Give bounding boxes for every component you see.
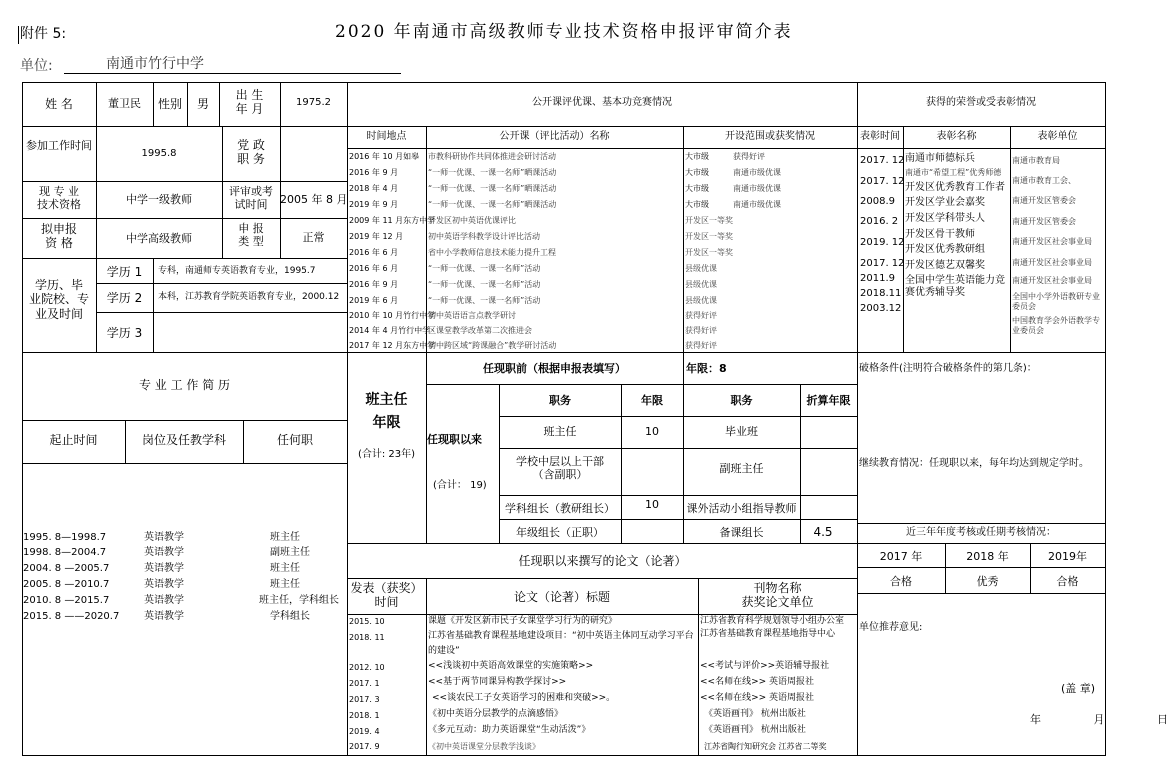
text-cursor [18,26,19,44]
honor-name: 南通市师德标兵 [905,153,975,164]
papers-col-title: 论文（论著）标题 [513,590,610,604]
name-label: 姓 名 [45,97,73,111]
class-teacher-title: 班主任 [365,392,408,408]
apply-type-label: 申 报 类 型 [238,222,264,249]
assessment-year: 2017 年 [879,550,923,563]
birth-value: 1975.2 [296,97,331,108]
work-start-label: 参加工作时间 [26,139,92,152]
honor-unit: 南通开发区管委会 [1012,217,1076,226]
paper-journal: 江苏省基础教育课程基地指导中心 [700,629,836,639]
col-post2: 职务 [730,394,753,407]
oc-name: 开发区初中英语优课评比 [428,216,516,225]
history-subject: 英语教学 [144,532,184,543]
history-period: 2004. 8 —2005.7 [23,563,110,574]
post-row: 学校中层以上干部 （含副职） [516,455,604,482]
oc-result: 南通市级优课 [733,200,781,209]
col-discount: 折算年限 [806,394,851,407]
honor-time: 2018.11 [860,288,902,299]
paper-time: 2015. 10 [349,617,385,626]
history-subject: 英语教学 [144,579,184,590]
gender-label: 性别 [157,97,182,111]
post-row-years: 10 [645,425,659,438]
edu-2-value: 本科，江苏教育学院英语教育专业，2000.12 [158,292,340,302]
unit-underline [64,73,401,74]
gender-value: 男 [196,97,209,111]
oc-scope: 大市级 [685,168,709,177]
papers-title: 任现职以来撰写的论文（论著） [518,554,687,568]
assessment-result: 优秀 [976,575,999,588]
attachment-label: 附件 5: [20,26,67,42]
paper-time: 2018. 1 [349,711,380,720]
post-row: 班主任 [543,425,577,438]
date-label: 年 月 日 [1030,713,1168,726]
honors-title: 获得的荣誉或受表彰情况 [926,97,1036,108]
post-row: 年级组长（正职） [516,526,604,539]
apply-type-value: 正常 [302,231,325,244]
history-role: 副班主任 [270,547,310,558]
honor-name: 全国中学生英语能力竞赛优秀辅导奖 [905,275,1005,298]
honor-unit: 南通开发区社会事业局 [1012,258,1092,267]
oc-scope: 开发区一等奖 [685,216,733,225]
review-time-label: 评审或考 试时间 [229,185,273,212]
col-years: 年限 [641,394,663,407]
oc-scope: 获得好评 [685,311,717,320]
unit-value: 南通市竹行中学 [106,56,204,72]
paper-title: 《初中英语分层教学的点滴感悟》 [428,709,564,719]
history-subject: 英语教学 [144,563,184,574]
oc-result: 获得好评 [733,152,765,161]
assessment-result: 合格 [890,575,912,588]
oc-name: 区课堂教学改革第二次推进会 [428,326,532,335]
paper-journal: <<名师在线>> 英语周报社 [700,693,815,703]
history-role: 班主任 [270,579,300,590]
oc-time: 2016 年 6 月 [349,248,399,257]
post2-row: 副班主任 [719,462,764,475]
continuing-edu-label: 继续教育情况：任现职以来，每年均达到规定学时。 [859,458,1089,469]
proposed-title-value: 中学高级教师 [126,232,192,245]
post-row: 学科组长（教研组长） [505,502,615,515]
oc-scope: 获得好评 [685,326,717,335]
history-col-start: 起止时间 [49,433,98,447]
honor-unit: 南通市教育局 [1012,156,1060,165]
edu-1-label: 学历 1 [106,265,143,279]
post2-row-discount: 4.5 [813,525,833,539]
before-post-label: 任现职前（根据申报表填写） [483,362,626,375]
honor-unit: 南通开发区社会事业局 [1012,276,1092,285]
assessment-result: 合格 [1056,575,1079,588]
open-class-col-scope: 开设范围或获奖情况 [725,131,815,142]
open-class-title: 公开课评优课、基本功竞赛情况 [532,97,672,108]
paper-title: <<浅谈初中英语高效课堂的实施策略>> [428,661,594,671]
history-role: 班主任，学科组长 [259,595,339,606]
oc-name: “一师一优课、一课一名师”活动 [428,296,541,305]
oc-name: 初中英语语言点教学研讨 [428,311,516,320]
honor-name: 南通市“希望工程”优秀师德 [905,168,1002,177]
paper-time: 2017. 9 [349,742,380,751]
oc-name: “一师一优课、一课一名师”晒课活动 [428,200,557,209]
birth-label: 出 生 年 月 [235,88,264,117]
oc-result: 南通市级优课 [733,184,781,193]
honor-name: 开发区骨干教师 [905,229,975,240]
recommend-label: 单位推荐意见: [859,622,923,633]
honor-unit: 南通开发区社会事业局 [1012,237,1092,246]
paper-journal: <<考试与评价>>英语辅导报社 [700,661,830,671]
edu-3-label: 学历 3 [106,326,143,340]
oc-time: 2019 年 6 月 [349,296,399,305]
oc-time: 2010 年 10 月竹行中学 [349,311,436,320]
assessment-label: 近三年年度考核或任期考核情况： [906,527,1056,538]
review-time-value: 2005 年 8 月 [280,193,348,206]
oc-name: 省中小学教师信息技术能力提升工程 [428,248,556,257]
oc-scope: 开发区一等奖 [685,232,733,241]
edu-2-label: 学历 2 [106,291,143,305]
honor-time: 2016. 2 [860,216,899,227]
oc-time: 2019 年 9 月 [349,200,399,209]
history-role: 班主任 [270,563,300,574]
since-post-total: (合计： 19) [433,480,487,491]
honor-name: 开发区优秀教育工作者 [905,182,1005,193]
oc-scope: 开发区一等奖 [685,248,733,257]
post2-row: 备课组长 [719,526,764,539]
history-subject: 英语教学 [144,595,184,606]
honor-time: 2008.9 [860,196,895,207]
oc-time: 2016 年 9 月 [349,280,399,289]
oc-time: 2019 年 12 月 [349,232,404,241]
oc-scope: 大市级 [685,200,709,209]
history-subject: 英语教学 [144,547,184,558]
oc-scope: 获得好评 [685,341,717,350]
oc-time: 2016 年 6 月 [349,264,399,273]
oc-name: 初中跨区域“跨课融合”教学研讨活动 [428,341,557,350]
honor-name: 开发区学科带头人 [905,213,985,224]
history-title: 专 业 工 作 简 历 [138,378,231,392]
stamp-label: (盖 章) [1061,682,1096,695]
exception-label: 破格条件(注明符合破格条件的第几条)： [859,363,1037,374]
honor-time: 2017. 12 [860,176,905,187]
paper-title: 《多元互动：助力英语课堂“生动活泼”》 [428,725,591,735]
work-start-value: 1995.8 [141,148,177,159]
history-role: 班主任 [270,532,300,543]
oc-name: “一师一优课、一课一名师”活动 [428,280,541,289]
oc-scope: 大市级 [685,152,709,161]
oc-name: “一师一优课、一课一名师”活动 [428,264,541,273]
history-period: 1995. 8—1998.7 [23,532,107,543]
honor-time: 2017. 12 [860,155,905,166]
paper-title: 《初中英语课堂分层教学浅谈》 [428,742,540,751]
honors-col-unit: 表彰单位 [1037,131,1078,142]
paper-time: 2019. 4 [349,727,380,736]
paper-journal: 江苏省教育科学规划领导小组办公室 [700,616,845,626]
honors-col-name: 表彰名称 [936,131,977,142]
page-title: 2020 年南通市高级教师专业技术资格申报评审简介表 [335,22,793,42]
paper-journal: <<名师在线>> 英语周报社 [700,677,815,687]
honor-time: 2017. 12 [860,258,905,269]
history-role: 学科组长 [270,611,310,622]
history-col-role: 任何职 [276,433,313,447]
oc-time: 2014 年 4 月竹行中学 [349,326,431,335]
paper-title: <<谈农民工子女英语学习的困难和突破>>。 [432,693,616,703]
honor-unit: 全国中小学外语教研专业委员会 [1012,292,1100,311]
since-post-label: 任现职以来 [427,433,482,446]
oc-time: 2016 年 9 月 [349,168,399,177]
paper-time: 2018. 11 [349,633,385,642]
class-teacher-years-label: 年限 [372,415,401,431]
post2-row: 课外活动小组指导教师 [686,502,797,515]
oc-scope: 县级优课 [685,296,717,305]
paper-title: 江苏省基础教育课程基地建设项目：“初中英语主体同互动学习平台的建设” [428,631,694,656]
unit-label: 单位: [20,58,53,74]
paper-journal: 《英语画刊》 杭州出版社 [704,725,806,735]
edu-1-value: 专科，南通师专英语教育专业，1995.7 [158,266,316,276]
open-class-col-time: 时间地点 [366,131,407,142]
honor-time: 2011.9 [860,273,895,284]
oc-scope: 县级优课 [685,280,717,289]
post-row-years: 10 [645,498,659,511]
oc-scope: 县级优课 [685,264,717,273]
honor-time: 2003.12 [860,303,902,314]
papers-col-time: 发表（获奖） 时间 [350,581,423,610]
honor-name: 开发区优秀教研组 [905,244,985,255]
paper-time: 2017. 1 [349,679,380,688]
paper-time: 2017. 3 [349,695,380,704]
oc-name: 市教科研协作共同体推进会研讨活动 [428,152,556,161]
assessment-year: 2019年 [1048,550,1087,563]
history-period: 2005. 8 —2010.7 [23,579,110,590]
proposed-title-label: 拟申报 资 格 [40,222,77,251]
oc-scope: 大市级 [685,184,709,193]
paper-time: 2012. 10 [349,663,385,672]
paper-journal: 江苏省陶行知研究会 江苏省二等奖 [704,742,827,751]
before-post-years: 年限：8 [686,362,727,375]
history-period: 1998. 8—2004.7 [23,547,107,558]
honor-unit: 中国教育学会外语教学专业委员会 [1012,316,1100,335]
honor-name: 开发区德艺双馨奖 [905,260,985,271]
oc-time: 2018 年 4 月 [349,184,399,193]
papers-col-journal: 刊物名称 获奖论文单位 [741,581,814,610]
honor-name: 开发区学业会嘉奖 [905,197,985,208]
history-col-position: 岗位及任教学科 [141,433,226,447]
oc-name: 初中英语学科教学设计评比活动 [428,232,540,241]
col-post: 职务 [549,394,571,407]
open-class-col-name: 公开课（评比活动）名称 [499,131,610,142]
post2-row: 毕业班 [725,425,758,438]
class-teacher-total: (合计: 23年) [357,449,416,460]
honor-unit: 南通市教育工会、 [1012,176,1076,185]
oc-time: 2016 年 10 月如皋 [349,152,420,161]
history-period: 2015. 8 ——2020.7 [23,611,120,622]
oc-time: 2017 年 12 月东方中学 [349,341,436,350]
honor-unit: 南通开发区管委会 [1012,196,1076,205]
honors-col-time: 表彰时间 [860,131,900,142]
name-value: 董卫民 [108,97,141,110]
assessment-year: 2018 年 [966,550,1009,563]
party-post-label: 党 政 职 务 [237,138,265,167]
oc-result: 南通市级优课 [733,168,781,177]
paper-journal: 《英语画刊》 杭州出版社 [704,709,806,719]
current-title-value: 中学一级教师 [126,193,192,206]
education-label: 学历、毕 业院校、专 业及时间 [28,278,89,321]
oc-name: “一师一优课、一课一名师”晒课活动 [428,168,557,177]
oc-name: “一师一优课、一课一名师”晒课活动 [428,184,557,193]
honor-time: 2019. 12 [860,237,905,248]
history-period: 2010. 8 —2015.7 [23,595,110,606]
paper-title: 课题《开发区新市民子女课堂学习行为的研究》 [428,616,618,626]
history-subject: 英语教学 [144,611,184,622]
paper-title: <<基于两节同课异构教学探讨>> [428,677,567,687]
current-title-label: 现 专 业 技术资格 [37,185,81,212]
oc-time: 2009 年 11 月东方中学 [349,216,436,225]
